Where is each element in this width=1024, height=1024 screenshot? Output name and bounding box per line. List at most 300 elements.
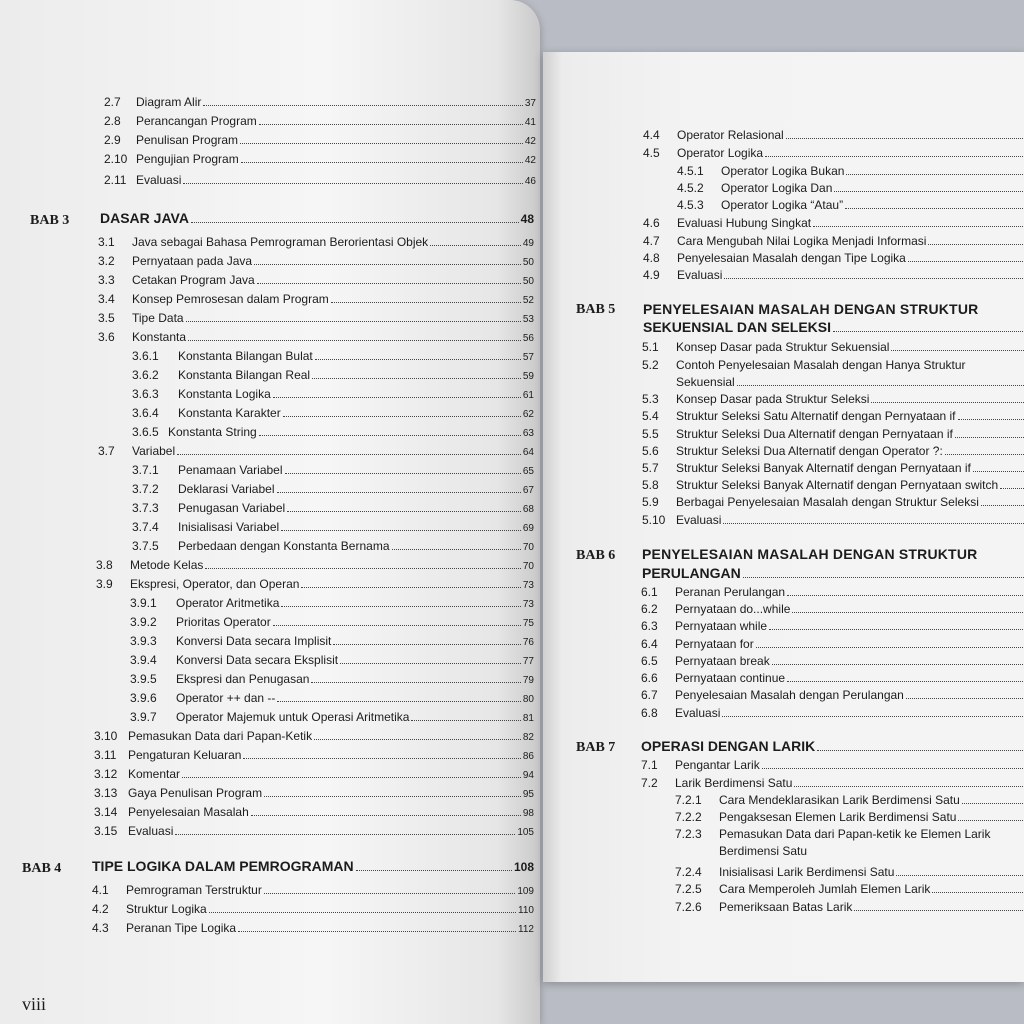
leader-dots [238,931,516,932]
leader-dots [1000,488,1024,489]
leader-dots [331,302,521,303]
leader-dots [833,331,1024,332]
entry-title: Pernyataan do...while [675,602,791,616]
entry-title: Operator Logika Dan [721,181,833,195]
toc-entry [642,495,1024,509]
entry-title: Operator Logika [677,146,764,160]
entry-title: Pengaksesan Elemen Larik Berdimensi Satu [719,810,957,824]
entry-number: 6.8 [641,706,658,720]
entry-title: Evaluasi Hubung Singkat [677,216,812,230]
toc-entry [642,427,1024,441]
entry-number: 5.5 [642,427,659,441]
leader-dots [737,385,1024,386]
leader-dots [854,910,1024,911]
entry-title: Tipe Data [132,311,184,325]
entry-number: 6.7 [641,688,658,702]
entry-title: Inisialisasi Larik Berdimensi Satu [719,865,895,879]
entry-number: 3.9.3 [130,634,157,648]
entry-number: 7.2 [641,776,658,790]
toc-entry [643,128,1024,142]
leader-dots [273,397,521,398]
toc-entry [641,619,1024,633]
entry-number: 5.1 [642,340,659,354]
entry-title: Konstanta Bilangan Bulat [178,349,313,363]
entry-number: 3.9 [96,577,113,591]
entry-number: 3.3 [98,273,115,287]
leader-dots [191,222,519,223]
entry-title: Pemrograman Terstruktur [126,883,262,897]
entry-number: 3.9.7 [130,710,157,724]
entry-title: Penyelesaian Masalah [128,805,249,819]
entry-number: 3.6 [98,330,115,344]
toc-entry [677,198,1024,212]
toc-entry-wrapped [675,827,990,841]
entry-title: Ekspresi dan Penugasan [176,672,310,686]
leader-dots [724,278,1024,279]
entry-number: 4.2 [92,902,109,916]
leader-dots [769,629,1024,630]
entry-title: Struktur Logika [126,902,207,916]
toc-entry [675,882,1024,896]
entry-number: 7.2.4 [675,865,702,879]
leader-dots [243,758,520,759]
entry-title: Cara Mengubah Nilai Logika Menjadi Informasi [677,234,927,248]
leader-dots [932,892,1024,893]
entry-page: 70 [522,561,534,572]
toc-entry [643,234,1024,248]
entry-title: Evaluasi [677,268,723,282]
entry-title: Diagram Alir [136,95,202,109]
entry-page: 63 [522,428,534,439]
toc-entry [94,786,534,800]
entry-title: Gaya Penulisan Program [128,786,263,800]
entry-title: Penugasan Variabel [178,501,286,515]
entry-title: Konversi Data secara Implisit [176,634,332,648]
entry-number: 5.10 [642,513,666,527]
leader-dots [285,473,521,474]
entry-page: 41 [524,117,536,128]
toc-entry [641,758,1024,772]
toc-entry [130,615,534,629]
entry-title: Prioritas Operator [176,615,271,629]
entry-title: Konsep Dasar pada Struktur Sekuensial [676,340,890,354]
entry-number: 2.8 [104,114,121,128]
entry-number: 3.7.2 [132,482,159,496]
entry-title: Pernyataan continue [675,671,786,685]
toc-entry [94,824,534,838]
toc-entry [132,539,534,553]
entry-number: 3.6.3 [132,387,159,401]
entry-page: 70 [522,542,534,553]
toc-entry [130,653,534,667]
entry-title: Pengujian Program [136,152,239,166]
toc-entry [130,596,534,610]
chapter-entry [641,738,1024,754]
leader-dots [411,720,520,721]
leader-dots [981,505,1024,506]
toc-entry [643,216,1024,230]
entry-number: 3.9.2 [130,615,157,629]
entry-number: 3.4 [98,292,115,306]
toc-entry-wrapped [642,358,966,372]
toc-entry [643,146,1024,160]
leader-dots [301,587,520,588]
leader-dots [787,595,1024,596]
toc-entry [641,688,1024,702]
entry-title: Konstanta Karakter [178,406,281,420]
entry-page: 49 [522,238,534,249]
entry-page: 80 [522,694,534,705]
entry-title: Konstanta [132,330,187,344]
entry-title: Penamaan Variabel [178,463,283,477]
entry-page: 37 [524,98,536,109]
leader-dots [312,378,521,379]
entry-title: Larik Berdimensi Satu [675,776,793,790]
entry-number: 4.5.1 [677,164,704,178]
toc-entry [132,387,534,401]
entry-number: 3.8 [96,558,113,572]
leader-dots [205,568,520,569]
toc-entry [94,748,534,762]
entry-page: 73 [522,580,534,591]
toc-entry [641,637,1024,651]
toc-entry [94,729,534,743]
leader-dots [794,786,1024,787]
leader-dots [817,750,1024,751]
toc-entry [641,706,1024,720]
entry-number: 4.5.3 [677,198,704,212]
entry-title: Cetakan Program Java [132,273,255,287]
entry-number: 6.2 [641,602,658,616]
entry-page: 53 [522,314,534,325]
leader-dots [287,511,521,512]
entry-number: 3.5 [98,311,115,325]
entry-title: Pernyataan while [675,619,768,633]
entry-page: 109 [517,886,534,897]
leader-dots [259,124,523,125]
entry-number: 7.1 [641,758,658,772]
entry-page: 95 [522,789,534,800]
entry-number: 2.7 [104,95,121,109]
entry-number: 3.1 [98,235,115,249]
entry-number: 4.3 [92,921,109,935]
leader-dots [209,912,516,913]
entry-number: 7.2.5 [675,882,702,896]
toc-entry [675,810,1024,824]
entry-title-line2: Sekuensial [676,375,735,389]
leader-dots [896,875,1024,876]
entry-number: 3.9.1 [130,596,157,610]
entry-title: Perbedaan dengan Konstanta Bernama [178,539,390,553]
entry-title: Pemasukan Data dari Papan-ketik ke Elemen Larik [719,827,991,841]
leader-dots [908,261,1024,262]
leader-dots [356,870,512,871]
entry-number: 4.5.2 [677,181,704,195]
entry-title: Struktur Seleksi Satu Alternatif dengan Pernyataan if [676,409,956,423]
entry-number: 2.11 [104,173,127,187]
entry-page: 42 [524,155,536,166]
toc-entry [132,349,534,363]
chapter-entry [643,319,1024,335]
entry-page: 108 [513,860,534,874]
leader-dots [277,701,520,702]
toc-entry-continuation [676,375,1024,389]
entry-title: Penyelesaian Masalah dengan Perulangan [675,688,904,702]
leader-dots [756,647,1024,648]
toc-entry [130,672,534,686]
leader-dots [955,437,1024,438]
entry-number: 6.4 [641,637,658,651]
entry-title: Peranan Tipe Logika [126,921,237,935]
entry-title: Pernyataan for [675,637,754,651]
entry-number: 3.7 [98,444,115,458]
leader-dots [264,893,515,894]
entry-page: 94 [522,770,534,781]
leader-dots [283,416,521,417]
toc-entry [98,444,534,458]
leader-dots [772,664,1024,665]
entry-number: 5.2 [642,358,659,372]
leader-dots [958,419,1024,420]
entry-title: Penyelesaian Masalah dengan Tipe Logika [677,251,906,265]
leader-dots [928,244,1024,245]
leader-dots [743,577,1024,578]
entry-title: Struktur Seleksi Dua Alternatif dengan Operator ?: [676,444,943,458]
chapter-label: BAB 3 [30,213,70,228]
leader-dots [430,245,521,246]
leader-dots [281,530,521,531]
leader-dots [241,162,523,163]
entry-title: Contoh Penyelesaian Masalah dengan Hanya Struktur [676,358,966,372]
chapter-entry [92,858,534,874]
entry-title: Cara Mendeklarasikan Larik Berdimensi Satu [719,793,960,807]
entry-page: 42 [524,136,536,147]
leader-dots [722,716,1024,717]
chapter-entry [642,565,1024,581]
chapter-title-line2: SEKUENSIAL DAN SELEKSI [643,319,831,335]
toc-entry [643,268,1024,282]
entry-page: 65 [522,466,534,477]
entry-title: Pengantar Larik [675,758,760,772]
entry-number: 4.9 [643,268,660,282]
leader-dots [315,359,521,360]
leader-dots [264,796,521,797]
toc-entry [643,251,1024,265]
toc-entry [641,671,1024,685]
leader-dots [958,820,1024,821]
toc-entry [675,865,1024,879]
toc-entry [130,691,534,705]
entry-title: Struktur Seleksi Dua Alternatif dengan Pernyataan if [676,427,953,441]
entry-number: 3.13 [94,786,118,800]
entry-title: Komentar [128,767,181,781]
leader-dots [973,471,1024,472]
entry-number: 5.3 [642,392,659,406]
entry-title: Operator Majemuk untuk Operasi Aritmetika [176,710,410,724]
leader-dots [891,350,1024,351]
entry-page: 73 [522,599,534,610]
entry-title: Penulisan Program [136,133,239,147]
entry-page: 48 [520,212,534,226]
entry-number: 6.3 [641,619,658,633]
entry-page: 52 [522,295,534,306]
toc-entry [642,392,1024,406]
chapter-label: BAB 7 [576,740,616,755]
entry-page: 50 [522,257,534,268]
leader-dots [251,815,521,816]
entry-page: 59 [522,371,534,382]
toc-entry [104,95,536,109]
leader-dots [906,698,1024,699]
entry-page: 64 [522,447,534,458]
leader-dots [340,663,521,664]
entry-title: Deklarasi Variabel [178,482,275,496]
entry-title: Inisialisasi Variabel [178,520,280,534]
leader-dots [762,768,1024,769]
entry-title: Pernyataan break [675,654,770,668]
toc-entry [675,793,1024,807]
toc-entry [132,368,534,382]
entry-page: 112 [518,924,534,935]
entry-title: Evaluasi [128,824,174,838]
leader-dots [182,777,521,778]
entry-title: Pernyataan pada Java [132,254,253,268]
chapter-title: TIPE LOGIKA DALAM PEMROGRAMAN [92,858,354,874]
leader-dots [277,492,521,493]
entry-title: Metode Kelas [130,558,204,572]
leader-dots [945,454,1024,455]
toc-entry [642,444,1024,458]
entry-title: Konsep Pemrosesan dalam Program [132,292,329,306]
entry-number: 3.10 [94,729,118,743]
entry-number: 3.15 [94,824,118,838]
leader-dots [259,435,521,436]
toc-entry [92,921,534,935]
leader-dots [203,105,523,106]
entry-number: 4.1 [92,883,109,897]
entry-number: 3.6.2 [132,368,159,382]
entry-page: 98 [522,808,534,819]
entry-number: 3.9.6 [130,691,157,705]
leader-dots [813,226,1024,227]
entry-number: 4.4 [643,128,660,142]
entry-title: Pemeriksaan Batas Larik [719,900,853,914]
entry-number: 6.6 [641,671,658,685]
entry-title: Evaluasi [676,513,722,527]
entry-title: Operator ++ dan -- [176,691,276,705]
entry-page: 81 [522,713,534,724]
toc-entry [130,710,534,724]
toc-entry [104,133,536,147]
entry-number: 3.2 [98,254,115,268]
entry-title: Konsep Dasar pada Struktur Seleksi [676,392,870,406]
toc-entry [642,340,1024,354]
entry-number: 4.5 [643,146,660,160]
chapter-title: OPERASI DENGAN LARIK [641,738,816,754]
entry-number: 3.7.3 [132,501,159,515]
toc-entry [98,235,534,249]
entry-page: 57 [522,352,534,363]
entry-page: 68 [522,504,534,515]
toc-entry [130,634,534,648]
chapter-label: BAB 5 [576,302,616,317]
entry-number: 3.9.5 [130,672,157,686]
entry-page: 75 [522,618,534,629]
toc-entry [641,654,1024,668]
leader-dots [257,283,521,284]
entry-number: 3.12 [94,767,118,781]
entry-title-line2: Berdimensi Satu [719,844,808,858]
toc-entry [92,902,534,916]
leader-dots [846,174,1024,175]
toc-entry [675,900,1024,914]
entry-title: Peranan Perulangan [675,585,786,599]
entry-page: 50 [522,276,534,287]
entry-number: 3.6.1 [132,349,159,363]
entry-number: 6.1 [641,585,658,599]
entry-number: 7.2.3 [675,827,702,841]
entry-number: 3.7.4 [132,520,159,534]
entry-number: 2.10 [104,152,128,166]
leader-dots [792,612,1024,613]
leader-dots [273,625,521,626]
entry-page: 82 [522,732,534,743]
entry-number: 7.2.6 [675,900,702,914]
entry-title: Cara Memperoleh Jumlah Elemen Larik [719,882,931,896]
chapter-label: BAB 4 [22,861,62,876]
entry-title: Struktur Seleksi Banyak Alternatif dengan Pernyataan if [676,461,971,475]
page-number: viii [22,994,47,1014]
toc-entry [132,520,534,534]
entry-page: 46 [524,176,536,187]
entry-title: Evaluasi [675,706,721,720]
leader-dots [765,156,1024,157]
toc-entry [132,482,534,496]
entry-page: 56 [522,333,534,344]
entry-number: 3.6.4 [132,406,159,420]
entry-number: 2.9 [104,133,121,147]
chapter-title-line2: PERULANGAN [642,565,741,581]
entry-title: Evaluasi [136,173,182,187]
entry-page: 76 [522,637,534,648]
leader-dots [240,143,523,144]
leader-dots [333,644,520,645]
leader-dots [186,321,521,322]
chapter-title: DASAR JAVA [100,210,189,226]
toc-entry [94,767,534,781]
toc-entry [132,425,534,439]
entry-number: 3.7.1 [132,463,159,477]
toc-entry [641,602,1024,616]
leader-dots [962,803,1024,804]
leader-dots [175,834,515,835]
entry-number: 3.14 [94,805,118,819]
toc-entry [642,409,1024,423]
entry-page: 67 [522,485,534,496]
entry-title: Berbagai Penyelesaian Masalah dengan Struktur Seleksi [676,495,979,509]
entry-number: 3.9.4 [130,653,157,667]
toc-entry [677,164,1024,178]
entry-number: 5.4 [642,409,659,423]
entry-page: 86 [522,751,534,762]
leader-dots [314,739,521,740]
entry-page: 69 [522,523,534,534]
toc-entry [641,776,1024,790]
entry-number: 4.7 [643,234,660,248]
entry-page: 62 [522,409,534,420]
leader-dots [723,523,1024,524]
entry-title: Konversi Data secara Eksplisit [176,653,339,667]
